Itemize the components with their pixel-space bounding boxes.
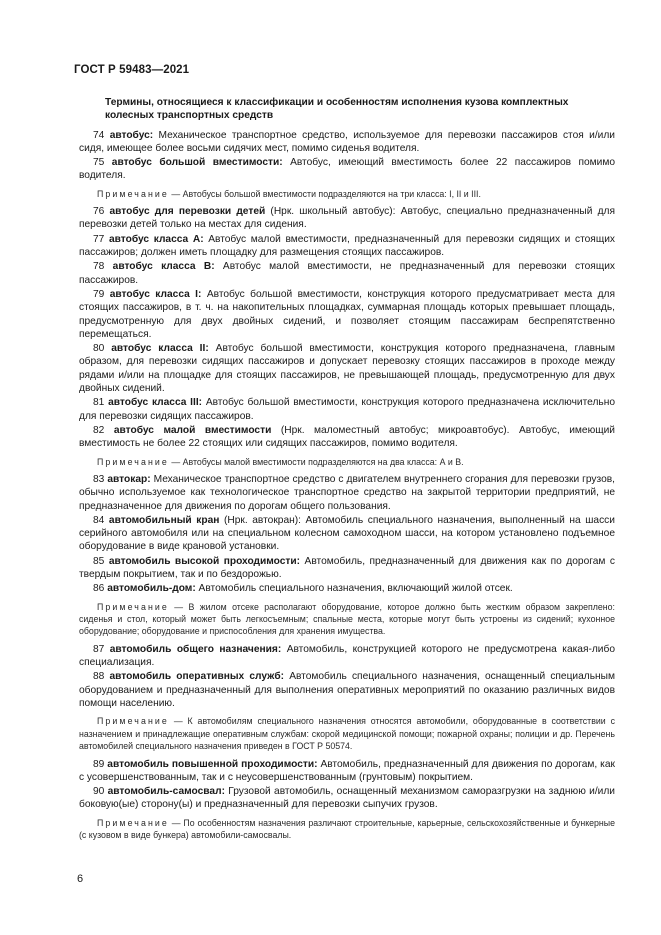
term-entry: [79, 288, 615, 341]
term-entry: [79, 473, 615, 513]
term-name: автомобиль-дом:: [107, 583, 196, 595]
term-number: 78: [93, 261, 105, 273]
term-number: 82: [93, 424, 105, 436]
page-number: 6: [77, 873, 84, 885]
term-number: 88: [93, 671, 105, 683]
term-number: 80: [93, 343, 105, 355]
term-entry: [79, 205, 615, 232]
term-number: 83: [93, 473, 105, 485]
term-definition: Грузовой автомобиль, оснащенный механизмом саморазгрузки на заднюю и/или боковую(ые) сторону(ы) и предназначенный для перевозки сыпучих грузов.: [79, 786, 615, 811]
term-name: автокар:: [107, 473, 151, 485]
term-name: автомобиль общего назначения:: [109, 643, 282, 655]
term-entry: [79, 424, 615, 451]
term-definition: Автомобиль, предназначенный для движения по дорогам, как с усовершенствованным, так и с неусовершенствованным (грунтовым) покрытием.: [79, 758, 615, 783]
term-name: автомобиль высокой проходимости:: [108, 555, 301, 567]
term-definition: Автомобиль, предназначенный для движения как по дорогам с твердым покрытием, так и по бездорожью.: [79, 555, 615, 581]
term-definition: Автобус большой вместимости, конструкция которого предусматривает места для стоящих пассажиров, в т. ч. на накопительных площадках, суммарная площадь которых превышает площадь, предусмотренную для двух двойных сидений, и позволяет стоящим пассажирам беспрепятственно перемещаться.: [79, 288, 615, 340]
note: [79, 456, 615, 468]
term-definition: (Нрк. маломестный автобус; микроавтобус). Автобус, имеющий вместимость не более 22 стоящих или сидящих пассажиров, помимо водителя.: [79, 424, 615, 450]
term-entry: [79, 129, 615, 156]
term-name: автомобиль оперативных служб:: [109, 671, 285, 683]
term-name: автомобиль-самосвал:: [107, 786, 225, 798]
term-name: автобус класса В:: [112, 261, 215, 273]
term-number: 75: [93, 157, 105, 169]
term-number: 85: [93, 555, 105, 567]
term-entry: [79, 156, 615, 183]
term-list: [79, 129, 615, 842]
term-definition: (Нрк. школьный автобус): Автобус, специально предназначенный для перевозки детей только на местах для сидения.: [79, 206, 615, 231]
term-entry: [79, 643, 615, 670]
term-entry: [79, 670, 615, 710]
term-name: автомобильный кран: [108, 514, 220, 526]
term-name: автобус класса II:: [111, 343, 209, 355]
term-entry: [79, 260, 615, 287]
term-number: 77: [93, 233, 105, 245]
term-entry: [79, 233, 615, 260]
term-entry: [79, 342, 615, 395]
note: [79, 715, 615, 752]
term-definition: Автомобиль, конструкцией которого не предусмотрена какая-либо специализация.: [79, 643, 615, 669]
term-entry: [79, 785, 615, 812]
term-entry: [79, 582, 615, 595]
term-number: 76: [93, 206, 105, 218]
term-definition: (Нрк. автокран): Автомобиль специального назначения, выполненный на шасси серийного автомобиля или на специальном колесном самоходном шасси, на котором установлено подъемное оборудование в виде крановой установки.: [79, 514, 615, 553]
note-label: Примечание: [97, 456, 169, 467]
document-body: [79, 96, 615, 847]
note-label: Примечание: [97, 601, 169, 612]
note-label: Примечание: [97, 188, 169, 199]
term-entry: [79, 514, 615, 554]
term-number: 87: [93, 643, 105, 655]
term-name: автобус малой вместимости: [113, 424, 272, 436]
term-name: автомобиль повышенной проходимости:: [107, 758, 318, 770]
note-label: Примечание: [97, 716, 169, 727]
term-name: автобус класса I:: [109, 288, 202, 300]
term-number: 86: [93, 583, 105, 595]
term-definition: Автобус большой вместимости, конструкция которого предназначена, главным образом, для перевозки сидящих пассажиров и допускает перевозку стоящих пассажиров в проходе между рядами и/или на площадке для стоящих пассажиров, не превышающей площадь, предусмотренную для двух двойных сидений.: [79, 343, 615, 395]
term-entry: [79, 555, 615, 582]
note-label: Примечание: [97, 817, 169, 828]
note: [79, 601, 615, 638]
note: [79, 188, 615, 200]
note-text: — По особенностям назначения различают строительные, карьерные, сельскохозяйственные и бункерные (с кузовом в виде бункера) автомобили-самосвалы.: [79, 817, 615, 841]
document-header: ГОСТ Р 59483—2021: [74, 64, 190, 76]
section-title: Термины, относящиеся к классификации и особенностям исполнения кузова комплектных колесных транспортных средств: [105, 97, 569, 122]
term-number: 84: [93, 514, 105, 526]
term-number: 89: [93, 758, 105, 770]
note-text: — В жилом отсеке располагают оборудование, которое должно быть жестким образом закреплено: сиденья и стол, который может быть легкосъемным; спальные места, которые могут быть устроены из сидений; кухонное оборудование; оборудование и приспособления для хранения имущества.: [79, 601, 615, 637]
note: [79, 817, 615, 842]
term-definition: Автобус малой вместимости, не предназначенный для перевозки стоящих пассажиров.: [79, 261, 615, 286]
note-text: — К автомобилям специального назначения относятся автомобили, оборудованные в соответствии с назначением и принадлежащие оперативным службам: скорой медицинской помощи; пожарной охраны; полиции и др. Перечень автомобилей специального назначения приведен в ГОСТ Р 50574.: [79, 716, 615, 752]
term-definition: Автобус, имеющий вместимость более 22 пассажиров помимо водителя.: [79, 157, 615, 182]
term-entry: [79, 396, 615, 423]
term-definition: Автомобиль специального назначения, включающий жилой отсек.: [195, 583, 513, 595]
term-definition: Механическое транспортное средство с двигателем внутреннего сгорания для перевозки грузов, обычно используемое как технологическое транспортное средство на закрытой территории предприятий, не предназначенное для движения по дорогам общего пользования.: [79, 473, 615, 512]
term-name: автобус для перевозки детей: [109, 206, 266, 218]
note-text: — Автобусы большой вместимости подразделяются на три класса: I, II и III.: [168, 188, 481, 199]
term-name: автобус большой вместимости:: [111, 157, 283, 169]
term-definition: Автобус большой вместимости, конструкция которого предназначена исключительно для перевозки сидящих пассажиров.: [79, 397, 615, 422]
term-number: 81: [93, 397, 105, 409]
term-name: автобус класса III:: [108, 397, 203, 409]
term-definition: Автомобиль специального назначения, оснащенный специальным оборудованием и предназначенный для выполнения оперативных мероприятий по оказанию различных видов помощи населению.: [79, 671, 615, 710]
term-number: 90: [93, 786, 105, 798]
term-name: автобус:: [109, 129, 154, 141]
term-definition: Механическое транспортное средство, используемое для перевозки пассажиров стоя и/или сидя, имеющее более восьми сидячих мест, помимо сиденья водителя.: [79, 129, 615, 154]
term-entry: [79, 758, 615, 785]
term-number: 74: [93, 129, 105, 141]
term-name: автобус класса А:: [108, 233, 204, 245]
term-definition: Автобус малой вместимости, предназначенный для перевозки сидящих и стоящих пассажиров; должен иметь площадку для размещения стоящих пассажиров.: [79, 233, 615, 259]
note-text: — Автобусы малой вместимости подразделяются на два класса: А и В.: [168, 456, 464, 467]
term-number: 79: [93, 288, 105, 300]
